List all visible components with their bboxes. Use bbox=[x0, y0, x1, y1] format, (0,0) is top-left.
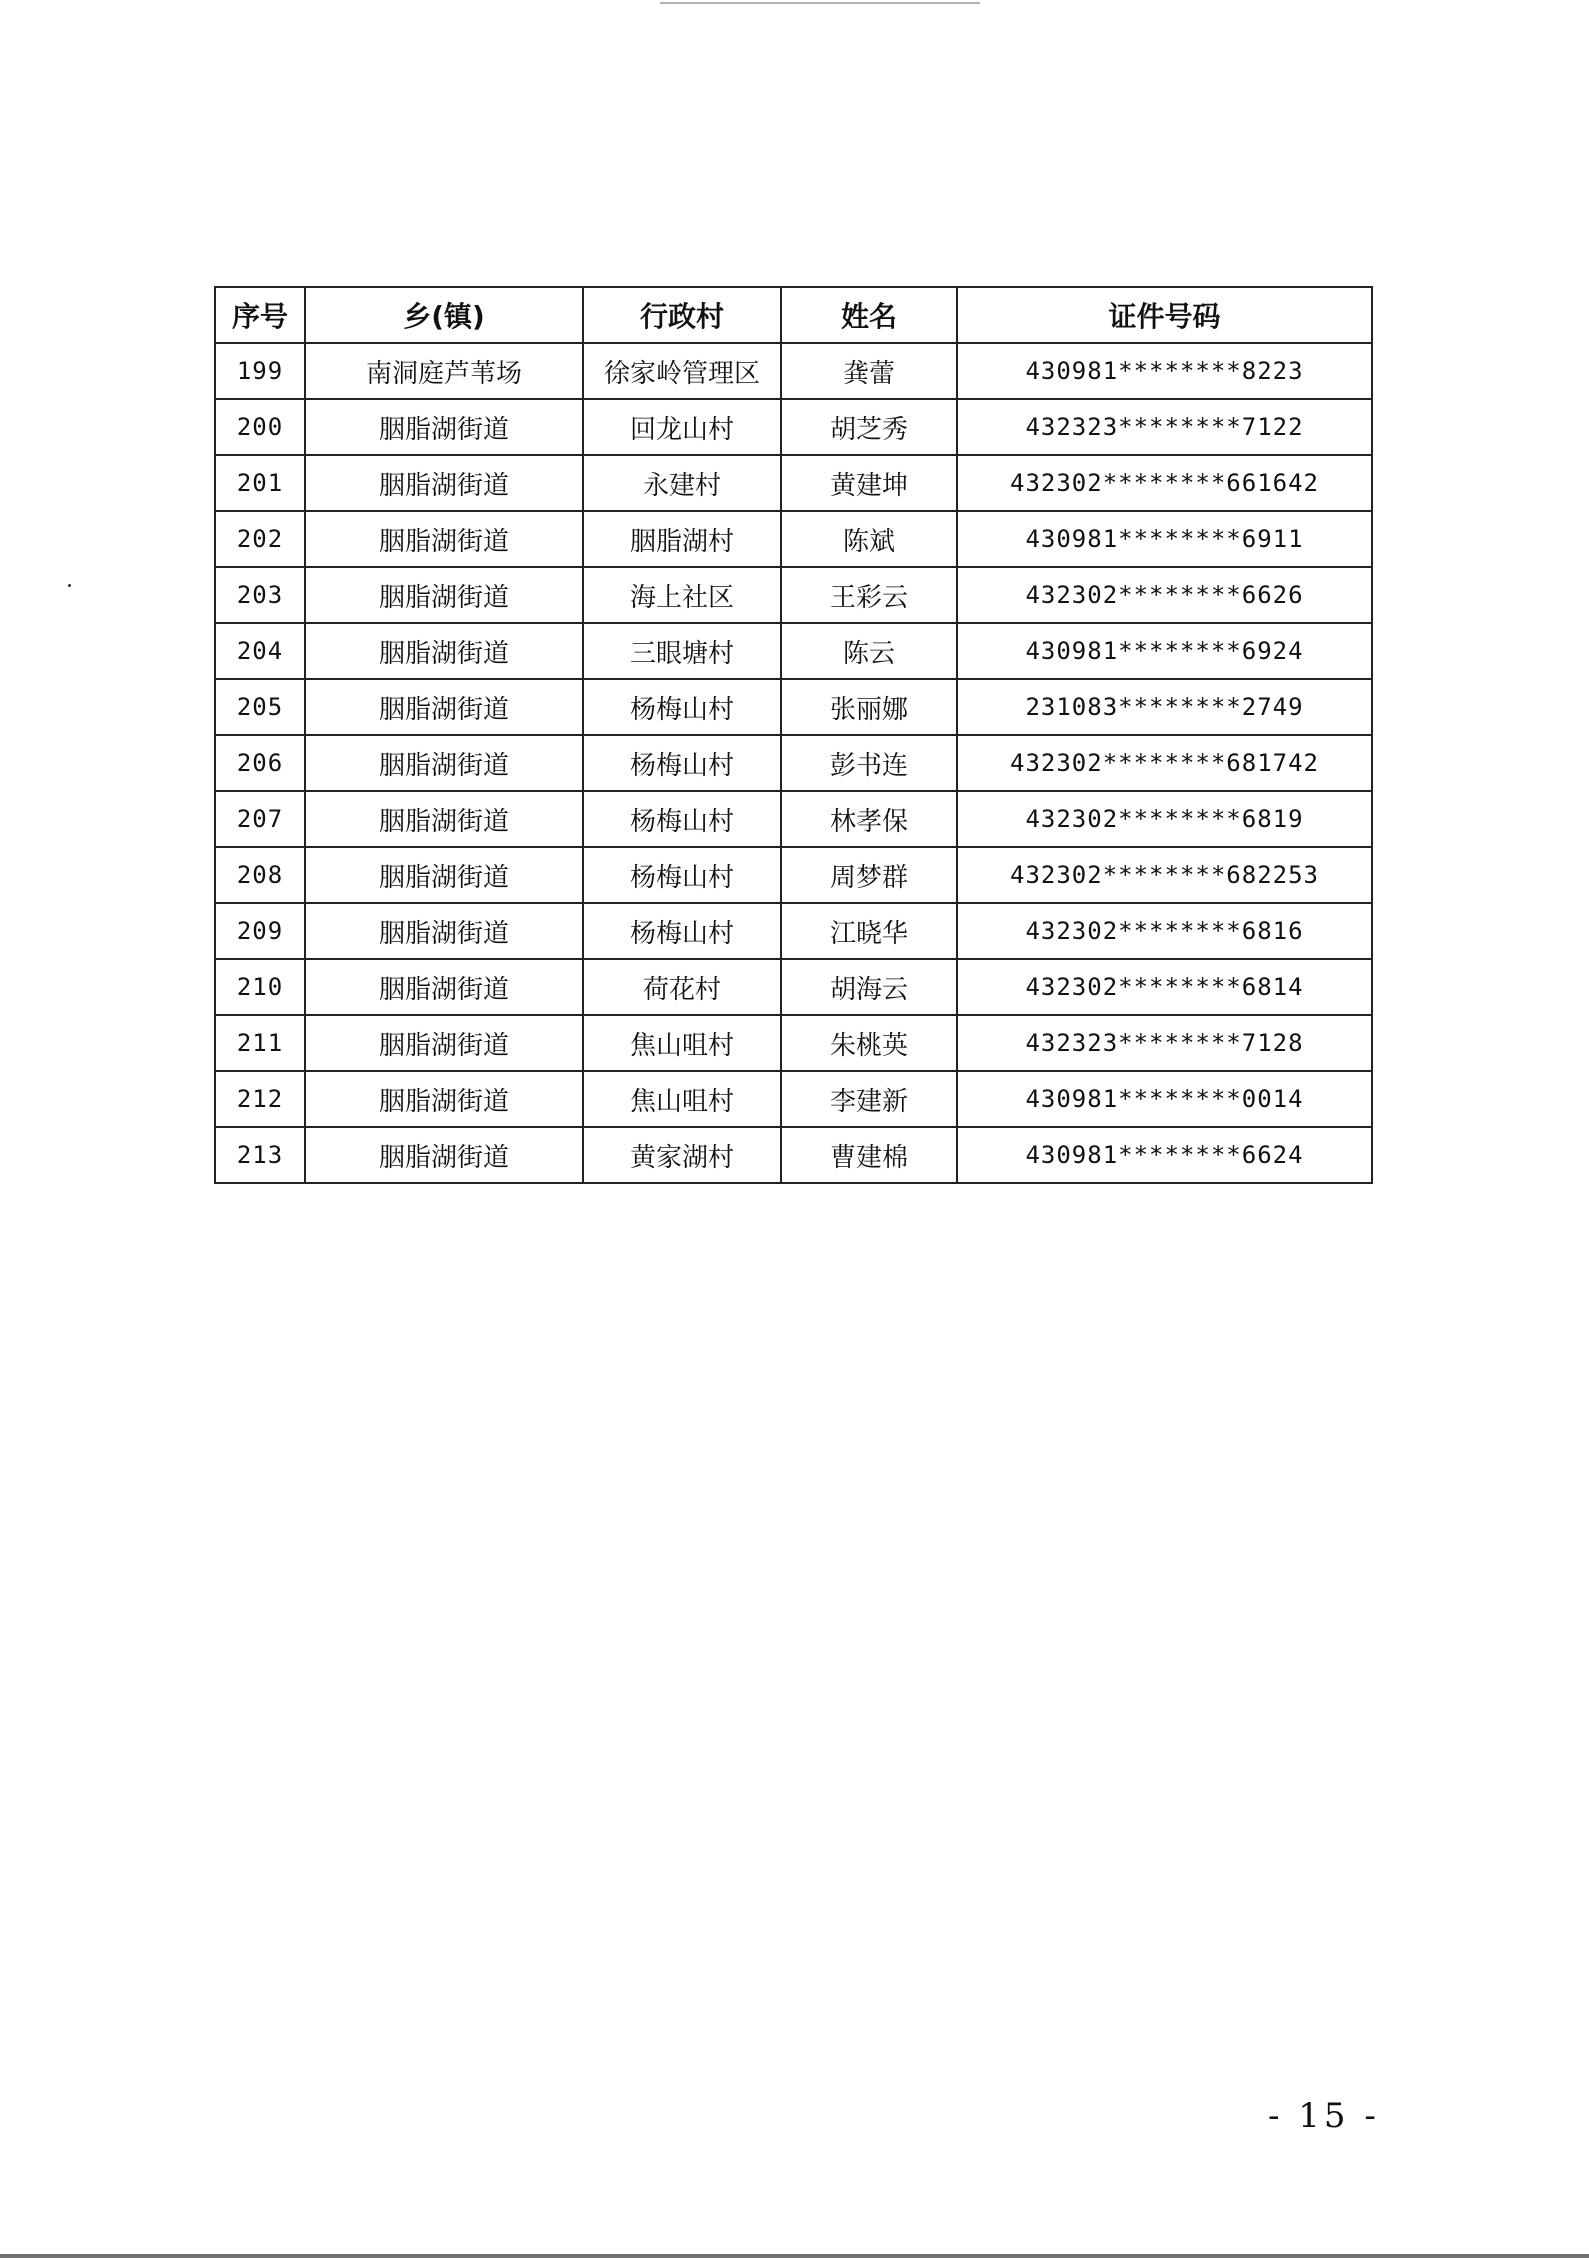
header-id-number: 证件号码 bbox=[957, 287, 1372, 343]
table-body bbox=[215, 343, 1372, 1183]
cell-village: 焦山咀村 bbox=[583, 1071, 781, 1127]
cell-serial: 211 bbox=[215, 1015, 305, 1071]
cell-village: 杨梅山村 bbox=[583, 791, 781, 847]
cell-name: 朱桃英 bbox=[781, 1015, 957, 1071]
table-row bbox=[215, 679, 1372, 735]
cell-serial: 205 bbox=[215, 679, 305, 735]
cell-id-number: 432302********6816 bbox=[957, 903, 1372, 959]
cell-town: 南洞庭芦苇场 bbox=[305, 343, 583, 399]
cell-town: 胭脂湖街道 bbox=[305, 791, 583, 847]
cell-serial: 201 bbox=[215, 455, 305, 511]
cell-id-number: 432302********682253 bbox=[957, 847, 1372, 903]
table-row bbox=[215, 1071, 1372, 1127]
table-header-row bbox=[215, 287, 1372, 343]
table-row bbox=[215, 567, 1372, 623]
header-town: 乡(镇) bbox=[305, 287, 583, 343]
cell-serial: 210 bbox=[215, 959, 305, 1015]
table-row bbox=[215, 959, 1372, 1015]
table-row bbox=[215, 847, 1372, 903]
header-village: 行政村 bbox=[583, 287, 781, 343]
cell-id-number: 432302********681742 bbox=[957, 735, 1372, 791]
cell-id-number: 432302********6819 bbox=[957, 791, 1372, 847]
cell-serial: 199 bbox=[215, 343, 305, 399]
cell-serial: 203 bbox=[215, 567, 305, 623]
cell-serial: 208 bbox=[215, 847, 305, 903]
cell-name: 王彩云 bbox=[781, 567, 957, 623]
cell-serial: 204 bbox=[215, 623, 305, 679]
cell-village: 海上社区 bbox=[583, 567, 781, 623]
cell-town: 胭脂湖街道 bbox=[305, 1015, 583, 1071]
cell-name: 陈斌 bbox=[781, 511, 957, 567]
cell-serial: 207 bbox=[215, 791, 305, 847]
cell-name: 胡海云 bbox=[781, 959, 957, 1015]
cell-town: 胭脂湖街道 bbox=[305, 455, 583, 511]
cell-village: 胭脂湖村 bbox=[583, 511, 781, 567]
table-row bbox=[215, 511, 1372, 567]
table-row bbox=[215, 791, 1372, 847]
cell-town: 胭脂湖街道 bbox=[305, 735, 583, 791]
cell-id-number: 432302********6626 bbox=[957, 567, 1372, 623]
cell-name: 彭书连 bbox=[781, 735, 957, 791]
cell-serial: 213 bbox=[215, 1127, 305, 1183]
cell-town: 胭脂湖街道 bbox=[305, 847, 583, 903]
cell-id-number: 430981********8223 bbox=[957, 343, 1372, 399]
cell-id-number: 430981********6911 bbox=[957, 511, 1372, 567]
records-table bbox=[214, 286, 1373, 1184]
cell-name: 胡芝秀 bbox=[781, 399, 957, 455]
table-row bbox=[215, 623, 1372, 679]
header-serial: 序号 bbox=[215, 287, 305, 343]
cell-name: 周梦群 bbox=[781, 847, 957, 903]
cell-serial: 212 bbox=[215, 1071, 305, 1127]
cell-serial: 209 bbox=[215, 903, 305, 959]
table-row bbox=[215, 1015, 1372, 1071]
cell-name: 林孝保 bbox=[781, 791, 957, 847]
cell-town: 胭脂湖街道 bbox=[305, 623, 583, 679]
cell-village: 荷花村 bbox=[583, 959, 781, 1015]
cell-village: 三眼塘村 bbox=[583, 623, 781, 679]
table-row bbox=[215, 455, 1372, 511]
cell-town: 胭脂湖街道 bbox=[305, 679, 583, 735]
cell-village: 杨梅山村 bbox=[583, 679, 781, 735]
table-row bbox=[215, 399, 1372, 455]
cell-town: 胭脂湖街道 bbox=[305, 903, 583, 959]
cell-town: 胭脂湖街道 bbox=[305, 399, 583, 455]
cell-town: 胭脂湖街道 bbox=[305, 511, 583, 567]
cell-name: 陈云 bbox=[781, 623, 957, 679]
cell-id-number: 430981********6624 bbox=[957, 1127, 1372, 1183]
cell-id-number: 432323********7128 bbox=[957, 1015, 1372, 1071]
cell-serial: 200 bbox=[215, 399, 305, 455]
cell-town: 胭脂湖街道 bbox=[305, 567, 583, 623]
cell-village: 徐家岭管理区 bbox=[583, 343, 781, 399]
header-name: 姓名 bbox=[781, 287, 957, 343]
table-row bbox=[215, 1127, 1372, 1183]
cell-village: 杨梅山村 bbox=[583, 903, 781, 959]
cell-name: 黄建坤 bbox=[781, 455, 957, 511]
cell-id-number: 430981********6924 bbox=[957, 623, 1372, 679]
cell-village: 回龙山村 bbox=[583, 399, 781, 455]
cell-village: 杨梅山村 bbox=[583, 735, 781, 791]
cell-town: 胭脂湖街道 bbox=[305, 1127, 583, 1183]
cell-village: 焦山咀村 bbox=[583, 1015, 781, 1071]
cell-id-number: 231083********2749 bbox=[957, 679, 1372, 735]
cell-name: 曹建棉 bbox=[781, 1127, 957, 1183]
cell-village: 永建村 bbox=[583, 455, 781, 511]
cell-id-number: 432302********6814 bbox=[957, 959, 1372, 1015]
cell-id-number: 430981********0014 bbox=[957, 1071, 1372, 1127]
scan-artifact-bottom bbox=[0, 2254, 1589, 2258]
cell-name: 江晓华 bbox=[781, 903, 957, 959]
cell-serial: 202 bbox=[215, 511, 305, 567]
cell-village: 黄家湖村 bbox=[583, 1127, 781, 1183]
cell-name: 张丽娜 bbox=[781, 679, 957, 735]
table-row bbox=[215, 903, 1372, 959]
cell-village: 杨梅山村 bbox=[583, 847, 781, 903]
cell-town: 胭脂湖街道 bbox=[305, 959, 583, 1015]
scan-artifact-top bbox=[660, 2, 980, 4]
cell-town: 胭脂湖街道 bbox=[305, 1071, 583, 1127]
scan-artifact-dot bbox=[68, 584, 71, 587]
table-row bbox=[215, 343, 1372, 399]
table-row bbox=[215, 735, 1372, 791]
cell-serial: 206 bbox=[215, 735, 305, 791]
cell-id-number: 432323********7122 bbox=[957, 399, 1372, 455]
cell-id-number: 432302********661642 bbox=[957, 455, 1372, 511]
cell-name: 李建新 bbox=[781, 1071, 957, 1127]
page-number: - 15 - bbox=[1268, 2096, 1380, 2136]
cell-name: 龚蕾 bbox=[781, 343, 957, 399]
